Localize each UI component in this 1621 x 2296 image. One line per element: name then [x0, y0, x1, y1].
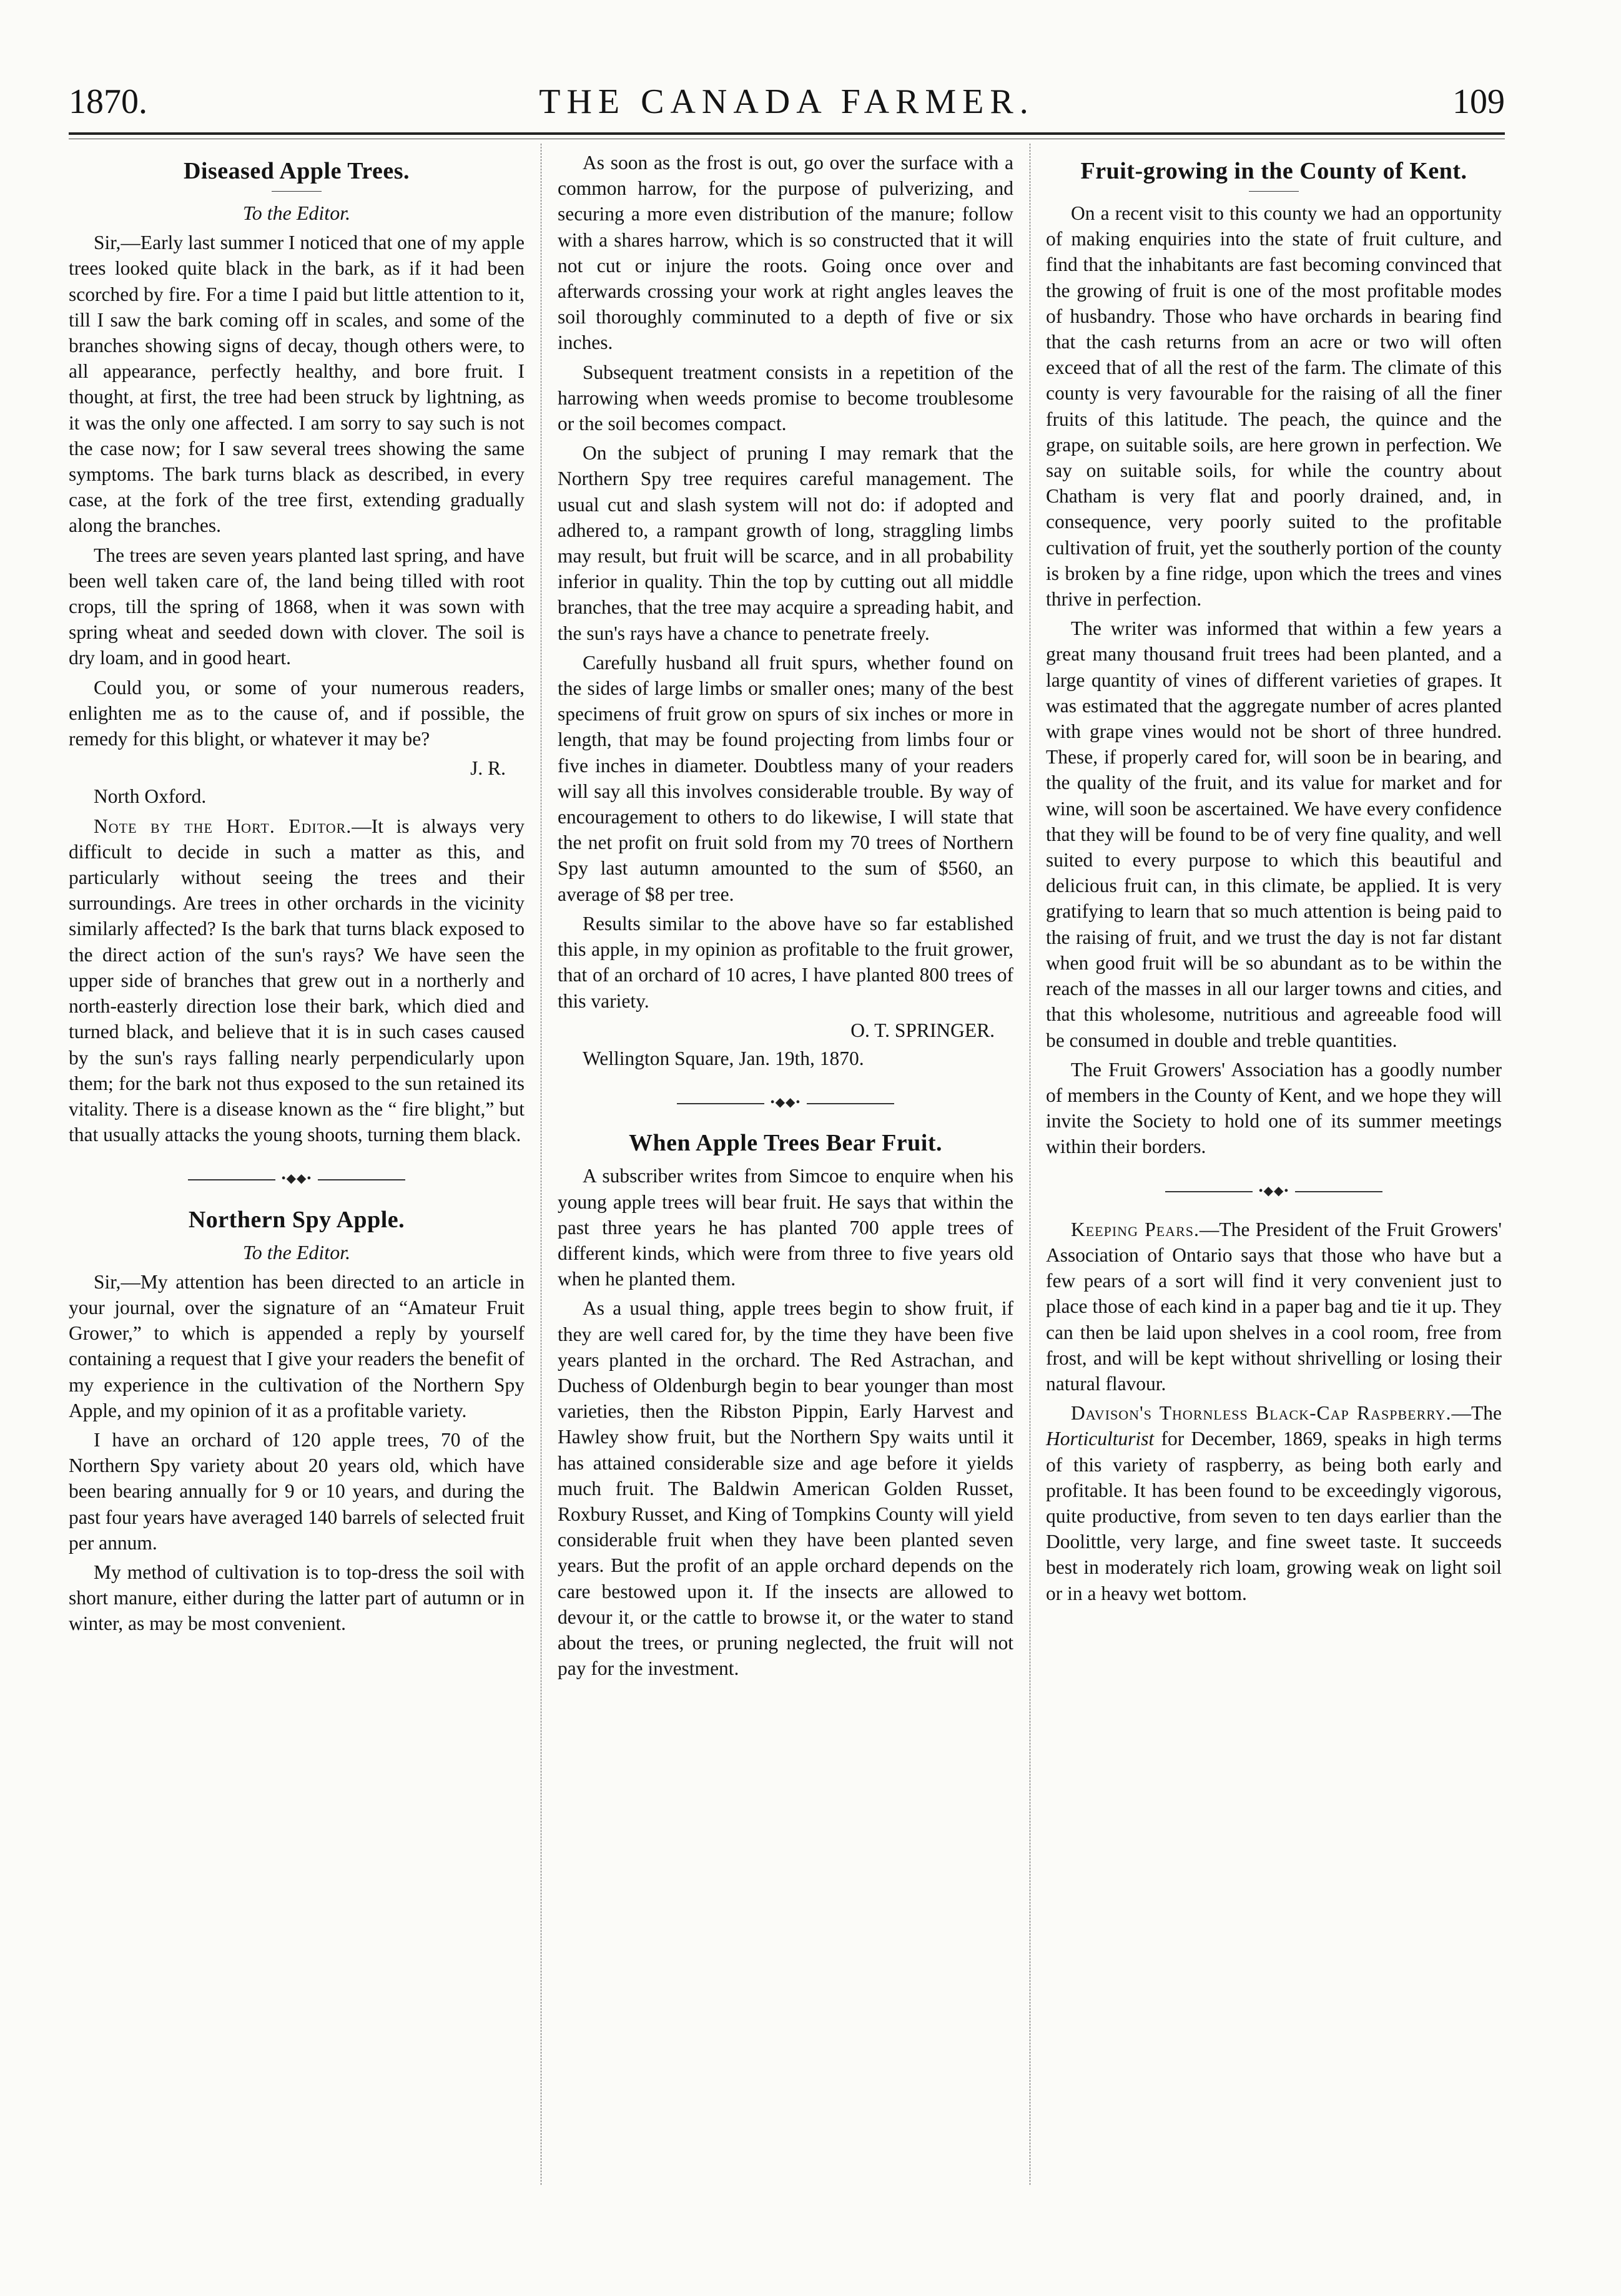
item-label: Davison's Thornless Black-Cap Raspberry.	[1071, 1402, 1452, 1425]
paragraph: A subscriber writes from Simcoe to enquire when his young apple trees will bear fruit. He says that within the past three years he has planted 700 apple trees of different kinds, which were from three to five years old when he planted them.	[558, 1165, 1013, 1290]
paragraph: On the subject of pruning I may remark that the Northern Spy tree requires careful management. The usual cut and slash system will not do: if adopted and adhered to, a rampant growth of long, straggling limbs may result, but fruit will be scarce, and in all probability inferior in quality. Thin the top by cutting out all middle branches, that the tree may acquire a spreading habit, and the sun's rays have a chance to penetrate freely.	[558, 442, 1013, 644]
paragraph: Sir,—Early last summer I noticed that one of my apple trees looked quite black in the bark, as if it had been scorched by fire. For a time I paid but little attention to it, till I saw the bark coming off in scales, and some of the branches showing signs of decay, though others were, to all appearance, perfectly healthy, and bore fruit. I thought, at first, the tree had been struck by lightning, as it was the only one affected. I am sorry to say such is not the case now; for I saw several trees showing the same symptoms. The bark turns black as described, in every case, at the fork of the tree first, extending gradually along the branches.	[69, 232, 525, 537]
paragraph: The writer was informed that within a few years a great many thousand fruit trees had been planted, and a large quantity of vines of different varieties of grapes. It was estimated that the aggregate number of acres planted with grape vines would not be short of three hundred. These, if properly cared for, will soon be in bearing, and the quality of the fruit, and its value for market and for wine, will soon be ascertained. We have every confidence that they will be found to be of very fine quality, and well suited to every purpose to which this beautiful and delicious fruit can, in this climate, be applied. It is very gratifying to learn that so much attention is being paid to the raising of fruit, and we trust the day is not far distant when good fruit will be so abundant as to be within the reach of the masses in all our larger towns and cities, and that this wholesome, nutritious and agreeable food will be consumed in double and treble quantities.	[1046, 617, 1502, 1051]
signature: J. R.	[470, 757, 506, 780]
section-ornament: •◆◆•	[1046, 1179, 1502, 1204]
masthead	[69, 74, 1505, 130]
paragraph: The trees are seven years planted last spring, and have been well taken care of, the land being tilled with root crops, till the spring of 1868, when it was sown with spring wheat and seeded down with clover. The soil is dry loam, and in good heart.	[69, 544, 525, 669]
article-title: When Apple Trees Bear Fruit.	[628, 1130, 943, 1157]
note-text: —It is always very difficult to decide in such a matter as this, and particularly without seeing the trees and their surroundings. Are trees in other orchards in the vicinity similarly affected? Is the bark that turns black exposed to the direct action of the sun's rays? We have seen the upper side of branches that grew out in a northerly and north-easterly direction lose their bark, which died and turned black, and believe that it is in such cases caused by the sun's rays falling nearly perpendicularly upon them; for the bark not thus exposed to the sun retained its vitality. There is a disease known as the “ fire blight,” but that usually attacks the young shoots, turning them black.	[69, 815, 525, 1146]
title-rule	[272, 191, 322, 192]
item-label: Keeping Pears.	[1071, 1218, 1200, 1240]
column-2	[558, 150, 1013, 1685]
column-3	[1046, 150, 1502, 1610]
paragraph: Carefully husband all fruit spurs, whether found on the sides of large limbs or smaller ones; many of the best specimens of fruit grow on spurs of six inches or more in length, that may be found projecting from limbs four or five inches in diameter. Doubtless many of your readers will say all this involves considerable trouble. By way of encouragement to others to do likewise, I will state that the net profit on fruit sold from my 70 trees of Northern Spy last autumn amounted to the sum of $560, an average of $8 per tree.	[558, 651, 1013, 905]
dateline: North Oxford.	[94, 785, 207, 808]
note-label: Note by the Hort. Editor.	[94, 815, 352, 837]
salutation: To the Editor.	[242, 202, 351, 224]
raspberry-item	[1046, 1400, 1502, 1606]
paragraph: I have an orchard of 120 apple trees, 70 of the Northern Spy variety about 20 years old, which have been bearing annually for 9 or 10 years, and during the past four years have averaged 140 barrels of selected fruit per annum.	[69, 1428, 525, 1554]
article-title: Northern Spy Apple.	[188, 1206, 405, 1233]
page-number: 109	[1452, 82, 1505, 121]
paragraph: Sir,—My attention has been directed to an article in your journal, over the signature of an “Amateur Fruit Grower,” to which is appended a reply by yourself containing a request that I give your readers the benefit of my experience in the cultivation of the Northern Spy Apple, and my opinion of it as a profitable variety.	[69, 1270, 525, 1421]
paragraph: As soon as the frost is out, go over the surface with a common harrow, for the purpose of pulverizing, and securing a more even distribution of the manure; follow with a shares harrow, which is so constructed that it will not cut or injure the roots. Going once over and afterwards crossing your work at right angles leaves the soil thoroughly comminuted to a depth of five or six inches.	[558, 152, 1013, 354]
item-text: for December, 1869, speaks in high terms of this variety of raspberry, as being both early and profitable. It has been found to be exceedingly vigorous, quite productive, from seven to ten days earlier than the Doolittle, very large, and fine sweet taste. It succeeds best in moderately rich loam, growing weak on light soil or in a heavy wet bottom.	[1046, 1428, 1502, 1604]
paragraph: Subsequent treatment consists in a repetition of the harrowing when weeds promise to become troublesome or the soil becomes compact.	[558, 361, 1013, 435]
masthead-rule	[69, 132, 1505, 139]
column-1	[69, 150, 525, 1641]
paragraph: Could you, or some of your numerous readers, enlighten me as to the cause of, and if possible, the remedy for this blight, or whatever it may be?	[69, 676, 525, 750]
paragraph: On a recent visit to this county we had an opportunity of making enquiries into the state of fruit culture, and find that the inhabitants are fast becoming convinced that the growing of fruit is one of the most profitable modes of husbandry. Those who have orchards in bearing find that the cash returns from an acre or two will often exceed that of all the rest of the farm. The climate of this county is very favourable for the raising of all the finer fruits of this latitude. The peach, the quince and the grape, on suitable soils, are here grown in perfection. We say on suitable soils, for while the country about Chatham is very flat and poorly drained, and, in consequence, very poorly suited to the profitable cultivation of fruit, yet the southerly portion of the county is broken by a fine ridge, upon which the trees and vines thrive in perfection.	[1046, 202, 1502, 611]
item-text: —The President of the Fruit Growers' Association of Ontario says that those who have but a few pears of a sort will find it very convenient just to place those of each kind in a paper bag and tie it up. They can then be laid upon shelves in a cool room, free from frost, and will be kept without shrivelling or losing their natural flavour.	[1046, 1218, 1502, 1395]
signature: O. T. SPRINGER.	[850, 1019, 995, 1041]
editor-note	[69, 813, 525, 1148]
newspaper-title: THE CANADA FARMER.	[539, 82, 1035, 121]
item-text: —The	[1451, 1402, 1502, 1425]
section-ornament: •◆◆•	[69, 1166, 525, 1192]
issue-year: 1870.	[69, 82, 147, 121]
paragraph: As a usual thing, apple trees begin to show fruit, if they are well cared for, by the time they have been five years planted in the orchard. The Red Astrachan, and Duchess of Oldenburgh begin to bear younger than most varieties, then the Ribston Pippin, Early Harvest and Hawley show fruit, but the Northern Spy waits until it has attained considerable size and age before it yields much fruit. The Baldwin American Golden Russet, Roxbury Russet, and King of Tompkins County will yield considerable fruit when they have been planted seven years. But the profit of an apple orchard depends on the care bestowed upon it. If the insects are allowed to devour it, or the cattle to browse it, or the water to stand about the trees, or pruning neglected, the fruit will not pay for the investment.	[558, 1297, 1013, 1680]
dateline: Wellington Square, Jan. 19th, 1870.	[583, 1047, 864, 1069]
salutation: To the Editor.	[242, 1240, 351, 1263]
keeping-pears-item	[1046, 1217, 1502, 1396]
paragraph: Results similar to the above have so far established this apple, in my opinion as profitable to the fruit grower, that of an orchard of 10 acres, I have planted 800 trees of this variety.	[558, 912, 1013, 1012]
paragraph: My method of cultivation is to top-dress the soil with short manure, either during the latter part of autumn or in winter, as may be most convenient.	[69, 1561, 525, 1635]
journal-name: Horticulturist	[1046, 1428, 1155, 1450]
article-title: Fruit-growing in the County of Kent.	[1080, 158, 1467, 184]
paragraph: The Fruit Growers' Association has a goodly number of members in the County of Kent, and we hope they will invite the Society to hold one of its summer meetings within their borders.	[1046, 1058, 1502, 1158]
title-rule	[1249, 191, 1299, 192]
article-title: Diseased Apple Trees.	[183, 158, 410, 184]
section-ornament: •◆◆•	[558, 1090, 1013, 1116]
